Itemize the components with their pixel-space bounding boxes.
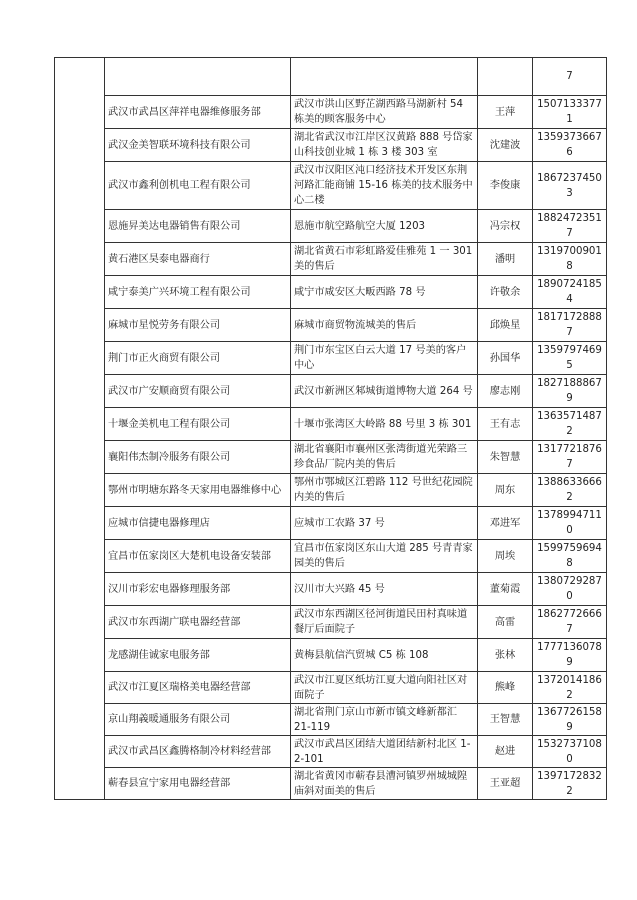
contact-person-cell: 廖志刚 (478, 375, 533, 408)
address-cell (291, 58, 478, 96)
company-name-cell: 武汉金美智联环境科技有限公司 (105, 129, 291, 162)
phone-cell: 18907241854 (533, 276, 607, 309)
company-name-cell: 襄阳伟杰制冷服务有限公司 (105, 441, 291, 474)
address-cell: 湖北省黄石市彩虹路爱佳雅苑 1 一 301 美的售后 (291, 243, 478, 276)
table-row (55, 441, 607, 474)
table-row (55, 129, 607, 162)
contact-person-cell: 王有志 (478, 408, 533, 441)
company-name-cell: 武汉市广安顺商贸有限公司 (105, 375, 291, 408)
contact-person-cell: 潘明 (478, 243, 533, 276)
address-cell: 鄂州市鄂城区江碧路 112 号世纪花园院内美的售后 (291, 474, 478, 507)
address-cell: 湖北省荆门京山市新市镇文峰新都汇 21-119 (291, 704, 478, 736)
contact-person-cell: 李俊康 (478, 162, 533, 210)
phone-cell: 17771360789 (533, 639, 607, 672)
table-row (55, 96, 607, 129)
table-row (55, 573, 607, 606)
phone-cell: 13197009018 (533, 243, 607, 276)
phone-cell: 15071333771 (533, 96, 607, 129)
company-name-cell: 武汉市武昌区萍祥电器维修服务部 (105, 96, 291, 129)
company-name-cell (105, 58, 291, 96)
phone-cell: 13971728322 (533, 768, 607, 800)
table-row (55, 474, 607, 507)
table-row (55, 507, 607, 540)
address-cell: 荆门市东宝区白云大道 17 号美的客户中心 (291, 342, 478, 375)
contact-person-cell: 周埃 (478, 540, 533, 573)
phone-cell: 15327371080 (533, 736, 607, 768)
phone-cell: 18824723517 (533, 210, 607, 243)
phone-cell: 18171728887 (533, 309, 607, 342)
phone-cell: 18672374503 (533, 162, 607, 210)
company-name-cell: 黄石港区昊泰电器商行 (105, 243, 291, 276)
address-cell: 湖北省黄冈市蕲春县漕河镇罗州城城隍庙斜对面美的售后 (291, 768, 478, 800)
table-row (55, 408, 607, 441)
address-cell: 武汉市新洲区邾城街道博物大道 264 号 (291, 375, 478, 408)
phone-cell: 13886336662 (533, 474, 607, 507)
phone-cell: 13789947110 (533, 507, 607, 540)
table-row (55, 276, 607, 309)
company-name-cell: 咸宁泰美广兴环境工程有限公司 (105, 276, 291, 309)
table-row (55, 309, 607, 342)
contact-person-cell: 高雷 (478, 606, 533, 639)
contact-person-cell: 邓进军 (478, 507, 533, 540)
phone-cell: 13635714872 (533, 408, 607, 441)
company-name-cell: 荆门市正火商贸有限公司 (105, 342, 291, 375)
address-cell: 恩施市航空路航空大厦 1203 (291, 210, 478, 243)
address-cell: 武汉市东西湖区径河街道民田村真味道餐厅后面院子 (291, 606, 478, 639)
table-row (55, 672, 607, 704)
address-cell: 咸宁市咸安区大畈西路 78 号 (291, 276, 478, 309)
contact-person-cell: 周东 (478, 474, 533, 507)
company-name-cell: 京山翔義暖通服务有限公司 (105, 704, 291, 736)
phone-cell: 18271888679 (533, 375, 607, 408)
phone-cell: 18627726667 (533, 606, 607, 639)
company-name-cell: 武汉市鑫利创机电工程有限公司 (105, 162, 291, 210)
address-cell: 武汉市洪山区野芷湖西路马湖新村 54 栋美的顾客服务中心 (291, 96, 478, 129)
contact-person-cell (478, 58, 533, 96)
company-name-cell: 武汉市武昌区鑫腾格制冷材料经营部 (105, 736, 291, 768)
address-cell: 武汉市江夏区纸坊江夏大道向阳社区对面院子 (291, 672, 478, 704)
address-cell: 汉川市大兴路 45 号 (291, 573, 478, 606)
contact-person-cell: 冯宗权 (478, 210, 533, 243)
contact-person-cell: 沈建波 (478, 129, 533, 162)
contact-person-cell: 赵进 (478, 736, 533, 768)
address-cell: 应城市工农路 37 号 (291, 507, 478, 540)
table-row (55, 639, 607, 672)
contact-person-cell: 邱焕星 (478, 309, 533, 342)
table-row (55, 768, 607, 800)
address-cell: 湖北省襄阳市襄州区张湾街道光荣路三珍食品厂院内美的售后 (291, 441, 478, 474)
phone-cell: 13593736676 (533, 129, 607, 162)
phone-cell: 7 (533, 58, 607, 96)
address-cell: 湖北省武汉市江岸区汉黄路 888 号岱家山科技创业城 1 栋 3 楼 303 室 (291, 129, 478, 162)
table-row (55, 210, 607, 243)
table-row (55, 606, 607, 639)
service-provider-table (54, 57, 607, 800)
address-cell: 十堰市张湾区大岭路 88 号里 3 栋 301 (291, 408, 478, 441)
table-row (55, 243, 607, 276)
company-name-cell: 宜昌市伍家岗区大楚机电设备安装部 (105, 540, 291, 573)
table-row (55, 736, 607, 768)
company-name-cell: 鄂州市明塘东路冬天家用电器维修中心 (105, 474, 291, 507)
phone-cell: 15997596948 (533, 540, 607, 573)
company-name-cell: 武汉市东西湖广联电器经营部 (105, 606, 291, 639)
contact-person-cell: 张林 (478, 639, 533, 672)
phone-cell: 13807292870 (533, 573, 607, 606)
company-name-cell: 恩施昇美达电器销售有限公司 (105, 210, 291, 243)
table-row (55, 342, 607, 375)
contact-person-cell: 王亚超 (478, 768, 533, 800)
phone-cell: 13597974695 (533, 342, 607, 375)
table-row (55, 375, 607, 408)
company-name-cell: 十堰金美机电工程有限公司 (105, 408, 291, 441)
contact-person-cell: 王智慧 (478, 704, 533, 736)
company-name-cell: 武汉市江夏区瑞格美电器经营部 (105, 672, 291, 704)
index-cell (55, 58, 105, 800)
contact-person-cell: 许敬余 (478, 276, 533, 309)
phone-cell: 13177218767 (533, 441, 607, 474)
phone-cell: 13720141862 (533, 672, 607, 704)
table-row (55, 162, 607, 210)
table-row (55, 540, 607, 573)
address-cell: 武汉市武昌区团结大道团结新村北区 1-2-101 (291, 736, 478, 768)
contact-person-cell: 孙国华 (478, 342, 533, 375)
company-name-cell: 麻城市星悦劳务有限公司 (105, 309, 291, 342)
table-row (55, 704, 607, 736)
address-cell: 宜昌市伍家岗区东山大道 285 号青青家园美的售后 (291, 540, 478, 573)
address-cell: 麻城市商贸物流城美的售后 (291, 309, 478, 342)
contact-person-cell: 王萍 (478, 96, 533, 129)
phone-cell: 13677261589 (533, 704, 607, 736)
table-body (55, 58, 607, 800)
company-name-cell: 汉川市彩宏电器修理服务部 (105, 573, 291, 606)
address-cell: 武汉市汉阳区沌口经济技术开发区东荆河路汇能商铺 15-16 栋美的技术服务中心二楼 (291, 162, 478, 210)
company-name-cell: 蕲春县宣宁家用电器经营部 (105, 768, 291, 800)
table-row-continuation (55, 58, 607, 96)
contact-person-cell: 熊峰 (478, 672, 533, 704)
contact-person-cell: 朱智慧 (478, 441, 533, 474)
address-cell: 黄梅县航信汽贸城 C5 栋 108 (291, 639, 478, 672)
company-name-cell: 应城市信捷电器修理店 (105, 507, 291, 540)
company-name-cell: 龙感湖佳诚家电服务部 (105, 639, 291, 672)
contact-person-cell: 董菊霞 (478, 573, 533, 606)
